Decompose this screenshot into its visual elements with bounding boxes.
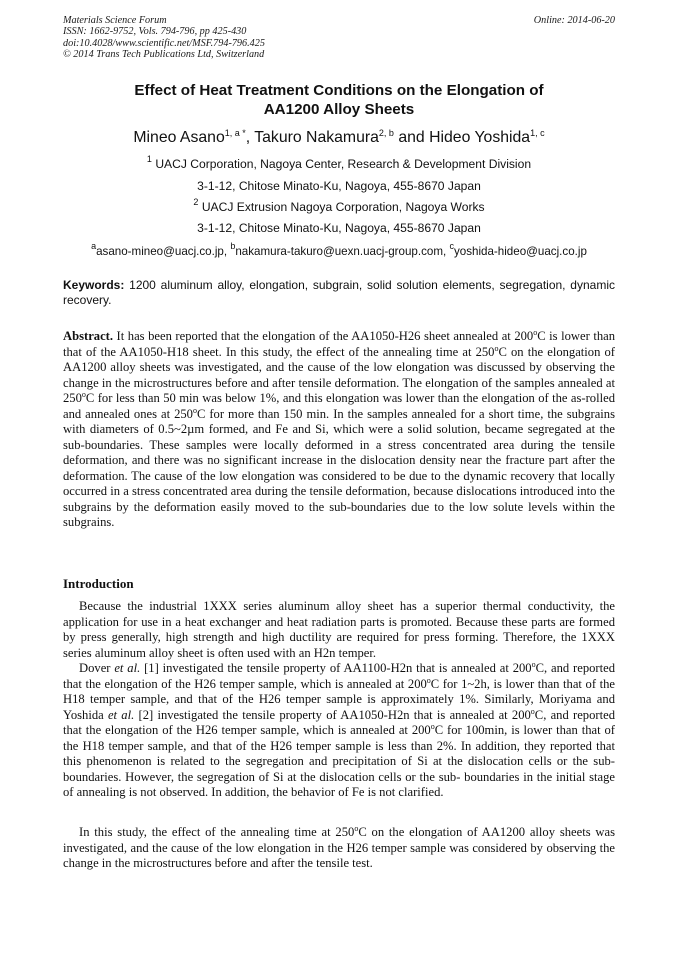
- copyright-line: © 2014 Trans Tech Publications Ltd, Switzerland: [63, 48, 265, 60]
- email-mark: a: [91, 241, 97, 251]
- text-run: C for 1~2h, is lower than that of the H18 temper sample, and that of the H26 temper sample is approximately 1%. Similarly, Moriyama and Yoshida: [63, 676, 615, 722]
- abstract-text: C on the elongation of AA1200 alloy sheets was investigated, and the cause of the low elongation was discussed by observing the change in the microstructures before and after tensile deformation. The elongation of the samples annealed at 250: [63, 344, 616, 405]
- text-run: [2] investigated the tensile property of AA1050-H2n that is annealed at 200: [134, 707, 531, 722]
- et-al: et al.: [114, 661, 141, 675]
- email-mark: b: [230, 241, 236, 251]
- email-line: [60, 241, 618, 259]
- affiliation-line: [60, 197, 618, 215]
- affiliation-mark: 1: [146, 154, 152, 164]
- affiliation-text: 3-1-12, Chitose Minato-Ku, Nagoya, 455-8670 Japan: [197, 179, 481, 193]
- author-name: Mineo Asano: [133, 129, 225, 146]
- intro-paragraph-3: [63, 825, 615, 872]
- text-run: Dover: [79, 661, 115, 675]
- author-name: Takuro Nakamura: [254, 129, 379, 146]
- keywords-block: [63, 278, 615, 308]
- text-run: In this study, the effect of the annealing time at 250: [79, 825, 355, 839]
- text-run: C for 100min, is lower than that of the H18 temper sample, and that of the H26 temper sample is less than 2%. In addition, they reported that this phenomenon is related to the segregation and precipitation of Si at the dislocation cells or the sub-boundaries. However, the segregation of Si at the dislocation cells or the sub- boundaries in the initial stage of annealing is not observed. In addition, the behavior of Fe is not clarified.: [63, 723, 615, 799]
- degree-mark: o: [426, 675, 431, 685]
- degree-mark: o: [192, 405, 197, 415]
- journal-meta: [63, 15, 615, 60]
- email-address[interactable]: yoshida-hideo@uacj.co.jp: [453, 245, 587, 258]
- text-run: C, and reported that the elongation of the H26 temper sample, which is annealed at 200: [63, 661, 615, 691]
- abstract-text: C for less than 50 min was below 1%, and this elongation was lower than the elongation of the as-rolled and annealed ones at 250: [63, 391, 615, 421]
- et-al: et al.: [107, 707, 135, 722]
- degree-mark: o: [430, 722, 435, 731]
- abstract-text: C is lower than that of the AA1050-H18 sheet. In this study, the effect of the annealing time at 250: [63, 329, 616, 359]
- intro-paragraph-1: [63, 599, 615, 661]
- author-separator: ,: [245, 129, 255, 146]
- paper-title: [60, 81, 618, 119]
- email-mark: c: [449, 241, 454, 251]
- affiliation-text: UACJ Corporation, Nagoya Center, Research & Development Division: [155, 157, 532, 171]
- abstract-text: It has been reported that the elongation of the AA1050-H26 sheet annealed at 200: [113, 329, 534, 343]
- author-affiliation-mark: 2, b: [378, 128, 394, 138]
- author-separator: and: [393, 129, 430, 146]
- intro-paragraph-2: [63, 661, 615, 801]
- keywords-text: 1200 aluminum alloy, elongation, subgrain, solid solution elements, segregation, dynamic recovery.: [63, 278, 615, 307]
- issn-line: ISSN: 1662-9752, Vols. 794-796, pp 425-430: [63, 26, 247, 38]
- abstract-block: [63, 329, 615, 531]
- doi-line: doi:10.4028/www.scientific.net/MSF.794-796.425: [63, 37, 265, 49]
- abstract-label: Abstract.: [63, 329, 114, 343]
- affiliation-text: UACJ Extrusion Nagoya Corporation, Nagoya Works: [201, 200, 485, 214]
- author-list: [60, 128, 618, 148]
- affiliation-line: [60, 221, 618, 236]
- degree-mark: o: [531, 660, 536, 669]
- text-run: C on the elongation of AA1200 alloy sheets was investigated, and the cause of the low elongation in the H26 temper sample was considered by observing the change in the microstructures before and after the tensile test.: [63, 825, 615, 870]
- email-address[interactable]: asano-mineo@uacj.co.jp,: [96, 245, 231, 258]
- text-run: C, and reported that the elongation of the H26 temper sample, which is annealed at 200: [63, 707, 615, 737]
- abstract-text: C for more than 150 min. In the samples annealed for a short time, the subgrains with diameters of 0.5~2µm formed, and Fe and Si, which were a solid solution, became segregated at the sub-boundaries. These samples were locally deformed in a stress concentrated area during the tensile deformation, and there was no significant increase in the dislocation density near the fracture part after the deformation. The cause of the low elongation was considered to be due to the dynamic recovery that locally occurred in a stress concentrated area during the tensile deformation, because dislocations introduced into the subgrains by the deformation easily moved to the sub-boundaries due to the low solute levels within the subgrains.: [63, 406, 615, 529]
- author-name: Hideo Yoshida: [429, 129, 531, 146]
- affiliation-mark: 2: [193, 197, 199, 207]
- online-date: Online: 2014-06-20: [533, 15, 615, 26]
- degree-mark: o: [494, 343, 499, 353]
- text-run: [1] investigated the tensile property of AA1100-H2n that is annealed at 200: [140, 661, 532, 675]
- paragraph-text: Because the industrial 1XXX series aluminum alloy sheet has a superior thermal conductivity, the application for use in a heat exchanger and heat radiation parts is promoted. Because these parts are formed by press generally, high strength and high ductility are required for press forming. Therefore, the 1XXX series aluminum alloy sheet is often used with an H2n temper.: [63, 599, 615, 660]
- journal-name: Materials Science Forum: [63, 15, 167, 26]
- affiliation-line: [60, 154, 618, 172]
- degree-mark: o: [81, 390, 86, 399]
- affiliation-text: 3-1-12, Chitose Minato-Ku, Nagoya, 455-8670 Japan: [197, 221, 481, 235]
- degree-mark: o: [533, 328, 538, 337]
- author-affiliation-mark: 1, a *: [224, 128, 246, 138]
- email-address[interactable]: nakamura-takuro@uexn.uacj-group.com,: [235, 245, 450, 258]
- paragraph-text: [63, 825, 615, 872]
- title-line-2: AA1200 Alloy Sheets: [263, 101, 415, 118]
- affiliation-line: [60, 179, 618, 194]
- title-line-1: Effect of Heat Treatment Conditions on the Elongation of: [134, 82, 544, 99]
- keywords-label: Keywords:: [63, 278, 125, 292]
- degree-mark: o: [354, 824, 359, 833]
- author-affiliation-mark: 1, c: [530, 128, 545, 138]
- introduction-heading: Introduction: [63, 576, 134, 591]
- paragraph-text: [63, 661, 615, 801]
- degree-mark: o: [530, 706, 535, 716]
